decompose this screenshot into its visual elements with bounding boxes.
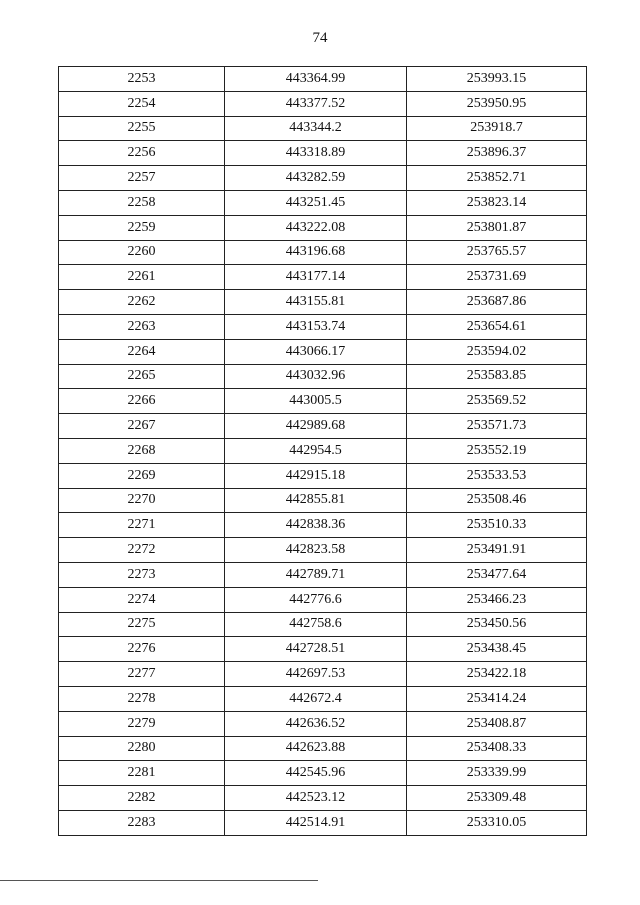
point-number-cell: 2278 bbox=[59, 686, 225, 711]
y-coordinate-cell: 253687.86 bbox=[407, 290, 587, 315]
point-number-cell: 2266 bbox=[59, 389, 225, 414]
y-coordinate-cell: 253466.23 bbox=[407, 587, 587, 612]
x-coordinate-cell: 442636.52 bbox=[225, 711, 407, 736]
point-number-cell: 2271 bbox=[59, 513, 225, 538]
y-coordinate-cell: 253918.7 bbox=[407, 116, 587, 141]
y-coordinate-cell: 253896.37 bbox=[407, 141, 587, 166]
table-row bbox=[59, 290, 587, 315]
x-coordinate-cell: 443032.96 bbox=[225, 364, 407, 389]
point-number-cell: 2279 bbox=[59, 711, 225, 736]
x-coordinate-cell: 442915.18 bbox=[225, 463, 407, 488]
table-row bbox=[59, 587, 587, 612]
point-number-cell: 2267 bbox=[59, 414, 225, 439]
x-coordinate-cell: 442728.51 bbox=[225, 637, 407, 662]
bottom-rule bbox=[0, 880, 318, 881]
point-number-cell: 2269 bbox=[59, 463, 225, 488]
y-coordinate-cell: 253533.53 bbox=[407, 463, 587, 488]
point-number-cell: 2273 bbox=[59, 562, 225, 587]
point-number-cell: 2265 bbox=[59, 364, 225, 389]
x-coordinate-cell: 443155.81 bbox=[225, 290, 407, 315]
x-coordinate-cell: 443153.74 bbox=[225, 314, 407, 339]
y-coordinate-cell: 253852.71 bbox=[407, 166, 587, 191]
x-coordinate-cell: 442823.58 bbox=[225, 538, 407, 563]
y-coordinate-cell: 253408.33 bbox=[407, 736, 587, 761]
table-row bbox=[59, 810, 587, 835]
point-number-cell: 2276 bbox=[59, 637, 225, 662]
x-coordinate-cell: 442838.36 bbox=[225, 513, 407, 538]
coordinates-table bbox=[58, 66, 587, 836]
table-row bbox=[59, 265, 587, 290]
point-number-cell: 2268 bbox=[59, 438, 225, 463]
table-row bbox=[59, 562, 587, 587]
table-row bbox=[59, 414, 587, 439]
table-row bbox=[59, 786, 587, 811]
x-coordinate-cell: 442758.6 bbox=[225, 612, 407, 637]
x-coordinate-cell: 443282.59 bbox=[225, 166, 407, 191]
table-row bbox=[59, 389, 587, 414]
y-coordinate-cell: 253823.14 bbox=[407, 190, 587, 215]
table-row bbox=[59, 686, 587, 711]
x-coordinate-cell: 442672.4 bbox=[225, 686, 407, 711]
point-number-cell: 2274 bbox=[59, 587, 225, 612]
y-coordinate-cell: 253993.15 bbox=[407, 67, 587, 92]
y-coordinate-cell: 253414.24 bbox=[407, 686, 587, 711]
table-row bbox=[59, 612, 587, 637]
point-number-cell: 2264 bbox=[59, 339, 225, 364]
coordinates-table-body bbox=[59, 67, 587, 836]
table-row bbox=[59, 662, 587, 687]
x-coordinate-cell: 442989.68 bbox=[225, 414, 407, 439]
page-number: 74 bbox=[312, 30, 328, 46]
y-coordinate-cell: 253552.19 bbox=[407, 438, 587, 463]
x-coordinate-cell: 443318.89 bbox=[225, 141, 407, 166]
point-number-cell: 2281 bbox=[59, 761, 225, 786]
point-number-cell: 2270 bbox=[59, 488, 225, 513]
table-row bbox=[59, 240, 587, 265]
x-coordinate-cell: 443377.52 bbox=[225, 91, 407, 116]
point-number-cell: 2283 bbox=[59, 810, 225, 835]
point-number-cell: 2257 bbox=[59, 166, 225, 191]
y-coordinate-cell: 253594.02 bbox=[407, 339, 587, 364]
point-number-cell: 2262 bbox=[59, 290, 225, 315]
table-row bbox=[59, 513, 587, 538]
point-number-cell: 2263 bbox=[59, 314, 225, 339]
x-coordinate-cell: 443196.68 bbox=[225, 240, 407, 265]
y-coordinate-cell: 253309.48 bbox=[407, 786, 587, 811]
y-coordinate-cell: 253583.85 bbox=[407, 364, 587, 389]
x-coordinate-cell: 442954.5 bbox=[225, 438, 407, 463]
table-row bbox=[59, 761, 587, 786]
x-coordinate-cell: 443066.17 bbox=[225, 339, 407, 364]
table-row bbox=[59, 91, 587, 116]
point-number-cell: 2277 bbox=[59, 662, 225, 687]
x-coordinate-cell: 443251.45 bbox=[225, 190, 407, 215]
table-row bbox=[59, 67, 587, 92]
y-coordinate-cell: 253571.73 bbox=[407, 414, 587, 439]
point-number-cell: 2255 bbox=[59, 116, 225, 141]
table-row bbox=[59, 339, 587, 364]
point-number-cell: 2272 bbox=[59, 538, 225, 563]
table-row bbox=[59, 314, 587, 339]
x-coordinate-cell: 442514.91 bbox=[225, 810, 407, 835]
table-row bbox=[59, 116, 587, 141]
table-row bbox=[59, 711, 587, 736]
table-row bbox=[59, 190, 587, 215]
y-coordinate-cell: 253654.61 bbox=[407, 314, 587, 339]
table-row bbox=[59, 438, 587, 463]
point-number-cell: 2261 bbox=[59, 265, 225, 290]
point-number-cell: 2282 bbox=[59, 786, 225, 811]
point-number-cell: 2275 bbox=[59, 612, 225, 637]
table-row bbox=[59, 637, 587, 662]
y-coordinate-cell: 253510.33 bbox=[407, 513, 587, 538]
y-coordinate-cell: 253450.56 bbox=[407, 612, 587, 637]
x-coordinate-cell: 442545.96 bbox=[225, 761, 407, 786]
table-row bbox=[59, 141, 587, 166]
x-coordinate-cell: 443344.2 bbox=[225, 116, 407, 141]
y-coordinate-cell: 253422.18 bbox=[407, 662, 587, 687]
point-number-cell: 2256 bbox=[59, 141, 225, 166]
y-coordinate-cell: 253801.87 bbox=[407, 215, 587, 240]
y-coordinate-cell: 253438.45 bbox=[407, 637, 587, 662]
point-number-cell: 2253 bbox=[59, 67, 225, 92]
x-coordinate-cell: 442523.12 bbox=[225, 786, 407, 811]
point-number-cell: 2259 bbox=[59, 215, 225, 240]
y-coordinate-cell: 253569.52 bbox=[407, 389, 587, 414]
y-coordinate-cell: 253508.46 bbox=[407, 488, 587, 513]
table-row bbox=[59, 736, 587, 761]
table-row bbox=[59, 166, 587, 191]
y-coordinate-cell: 253950.95 bbox=[407, 91, 587, 116]
y-coordinate-cell: 253765.57 bbox=[407, 240, 587, 265]
table-row bbox=[59, 215, 587, 240]
table-row bbox=[59, 364, 587, 389]
table-row bbox=[59, 488, 587, 513]
x-coordinate-cell: 442776.6 bbox=[225, 587, 407, 612]
x-coordinate-cell: 442697.53 bbox=[225, 662, 407, 687]
y-coordinate-cell: 253731.69 bbox=[407, 265, 587, 290]
point-number-cell: 2258 bbox=[59, 190, 225, 215]
x-coordinate-cell: 442623.88 bbox=[225, 736, 407, 761]
y-coordinate-cell: 253491.91 bbox=[407, 538, 587, 563]
x-coordinate-cell: 442855.81 bbox=[225, 488, 407, 513]
y-coordinate-cell: 253477.64 bbox=[407, 562, 587, 587]
point-number-cell: 2254 bbox=[59, 91, 225, 116]
table-row bbox=[59, 538, 587, 563]
x-coordinate-cell: 443177.14 bbox=[225, 265, 407, 290]
point-number-cell: 2260 bbox=[59, 240, 225, 265]
y-coordinate-cell: 253408.87 bbox=[407, 711, 587, 736]
y-coordinate-cell: 253339.99 bbox=[407, 761, 587, 786]
x-coordinate-cell: 443005.5 bbox=[225, 389, 407, 414]
x-coordinate-cell: 443222.08 bbox=[225, 215, 407, 240]
x-coordinate-cell: 442789.71 bbox=[225, 562, 407, 587]
y-coordinate-cell: 253310.05 bbox=[407, 810, 587, 835]
point-number-cell: 2280 bbox=[59, 736, 225, 761]
x-coordinate-cell: 443364.99 bbox=[225, 67, 407, 92]
table-row bbox=[59, 463, 587, 488]
